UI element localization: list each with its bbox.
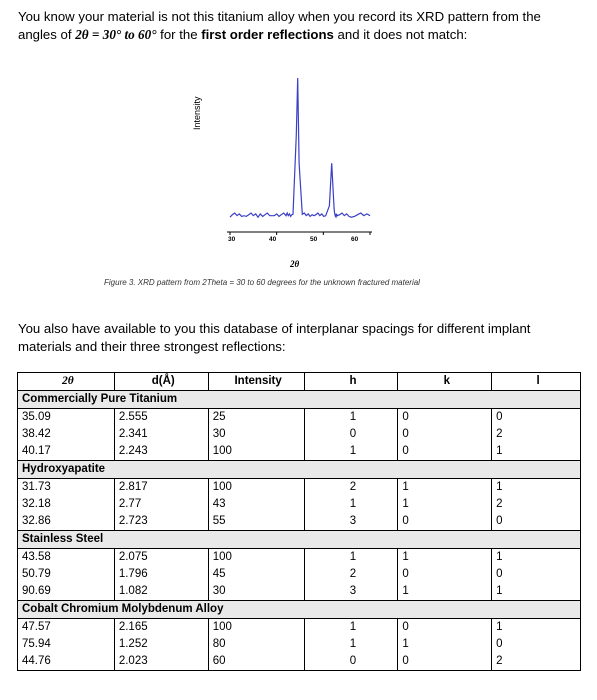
table-cell: 2 [304,479,398,497]
table-header-row [18,373,581,391]
table-cell: 2.023 [114,653,208,671]
col-header-intensity: Intensity [208,373,304,391]
table-cell: 1 [492,583,581,601]
table-cell: 50.79 [18,566,115,583]
table-cell: 0 [398,513,492,531]
table-cell: 0 [304,653,398,671]
table-cell: 100 [208,619,304,637]
table-cell: 2 [304,566,398,583]
figure-caption: Figure 3. XRD pattern from 2Theta = 30 to 60 degrees for the unknown fractured material [104,278,420,287]
intro-text-c: and it does not match: [333,27,468,42]
table-cell: 0 [398,443,492,461]
table-cell: 1.796 [114,566,208,583]
table-cell: 0 [492,513,581,531]
table-cell: 1 [398,636,492,653]
x-axis-label: 2θ [290,259,300,269]
table-cell: 0 [492,409,581,427]
x-tick-label: 30 [228,236,236,243]
table-cell: 3 [304,513,398,531]
table-row [18,619,581,637]
table-cell: 0 [492,636,581,653]
intro-text-a: You know your material is not this titanium alloy when you record its XRD pattern from the angles of [18,9,541,42]
table-row [18,443,581,461]
table-cell: 38.42 [18,426,115,443]
x-tick-label: 50 [310,236,318,243]
section-name: Commercially Pure Titanium [18,391,581,409]
col-header-k: k [398,373,492,391]
table-cell: 60 [208,653,304,671]
table-cell: 100 [208,443,304,461]
table-cell: 31.73 [18,479,115,497]
x-tick-label: 40 [269,236,277,243]
table-row [18,426,581,443]
table-row [18,653,581,671]
section-header-row [18,531,581,549]
database-intro: You also have available to you this database of interplanar spacings for different implant materials and their three strongest reflections: [18,321,531,354]
table-row [18,479,581,497]
xrd-chart [195,70,385,260]
col-header-l: l [492,373,581,391]
table-cell: 32.18 [18,496,115,513]
table-cell: 2.243 [114,443,208,461]
table-cell: 1 [304,636,398,653]
table-cell: 1 [492,619,581,637]
table-cell: 35.09 [18,409,115,427]
table-cell: 30 [208,426,304,443]
table-cell: 1 [492,443,581,461]
intro-bold: first order reflections [201,27,334,42]
table-cell: 0 [398,426,492,443]
table-cell: 1.082 [114,583,208,601]
table-cell: 0 [398,653,492,671]
table-cell: 2.77 [114,496,208,513]
interplanar-spacing-table [17,372,581,671]
col-header-h: h [304,373,398,391]
table-cell: 2.817 [114,479,208,497]
table-cell: 43 [208,496,304,513]
table-cell: 1 [304,409,398,427]
table-cell: 1 [304,496,398,513]
table-cell: 1 [304,443,398,461]
table-row [18,583,581,601]
table-cell: 44.76 [18,653,115,671]
table-cell: 100 [208,479,304,497]
section-header-row [18,391,581,409]
col-header-d: d(Å) [114,373,208,391]
table-cell: 1 [492,549,581,567]
x-tick-label: 60 [351,236,359,243]
table-cell: 3 [304,583,398,601]
table-cell: 2.341 [114,426,208,443]
table-cell: 75.94 [18,636,115,653]
table-cell: 1 [398,583,492,601]
table-cell: 0 [492,566,581,583]
table-cell: 0 [398,409,492,427]
table-cell: 2 [492,496,581,513]
table-row [18,636,581,653]
table-cell: 80 [208,636,304,653]
table-cell: 1 [304,619,398,637]
table-cell: 45 [208,566,304,583]
table-cell: 2.075 [114,549,208,567]
table-cell: 25 [208,409,304,427]
table-cell: 1 [492,479,581,497]
section-name: Hydroxyapatite [18,461,581,479]
table-cell: 30 [208,583,304,601]
y-axis-label: Intensity [192,96,202,130]
table-cell: 43.58 [18,549,115,567]
col-header-2theta: 2θ [18,373,115,391]
intro-text-b: for the [156,27,202,42]
table-cell: 47.57 [18,619,115,637]
table-cell: 1 [398,496,492,513]
table-cell: 32.86 [18,513,115,531]
table-row [18,566,581,583]
section-name: Stainless Steel [18,531,581,549]
table-cell: 1.252 [114,636,208,653]
table-cell: 55 [208,513,304,531]
table-row [18,496,581,513]
table-cell: 2.555 [114,409,208,427]
table-row [18,513,581,531]
table-cell: 1 [304,549,398,567]
table-cell: 2.165 [114,619,208,637]
table-cell: 100 [208,549,304,567]
table-cell: 0 [398,619,492,637]
table-row [18,549,581,567]
xrd-series-line [230,78,370,217]
table-cell: 2 [492,426,581,443]
table-cell: 0 [398,566,492,583]
table-cell: 1 [398,479,492,497]
table-cell: 90.69 [18,583,115,601]
section-name: Cobalt Chromium Molybdenum Alloy [18,601,581,619]
table-cell: 0 [304,426,398,443]
section-header-row [18,461,581,479]
table-row [18,409,581,427]
intro-paragraph [18,8,583,44]
table-cell: 1 [398,549,492,567]
section-header-row [18,601,581,619]
intro-math: 2θ = 30° to 60° [75,27,157,42]
table-cell: 40.17 [18,443,115,461]
table-cell: 2 [492,653,581,671]
table-cell: 2.723 [114,513,208,531]
table-body [18,391,581,671]
